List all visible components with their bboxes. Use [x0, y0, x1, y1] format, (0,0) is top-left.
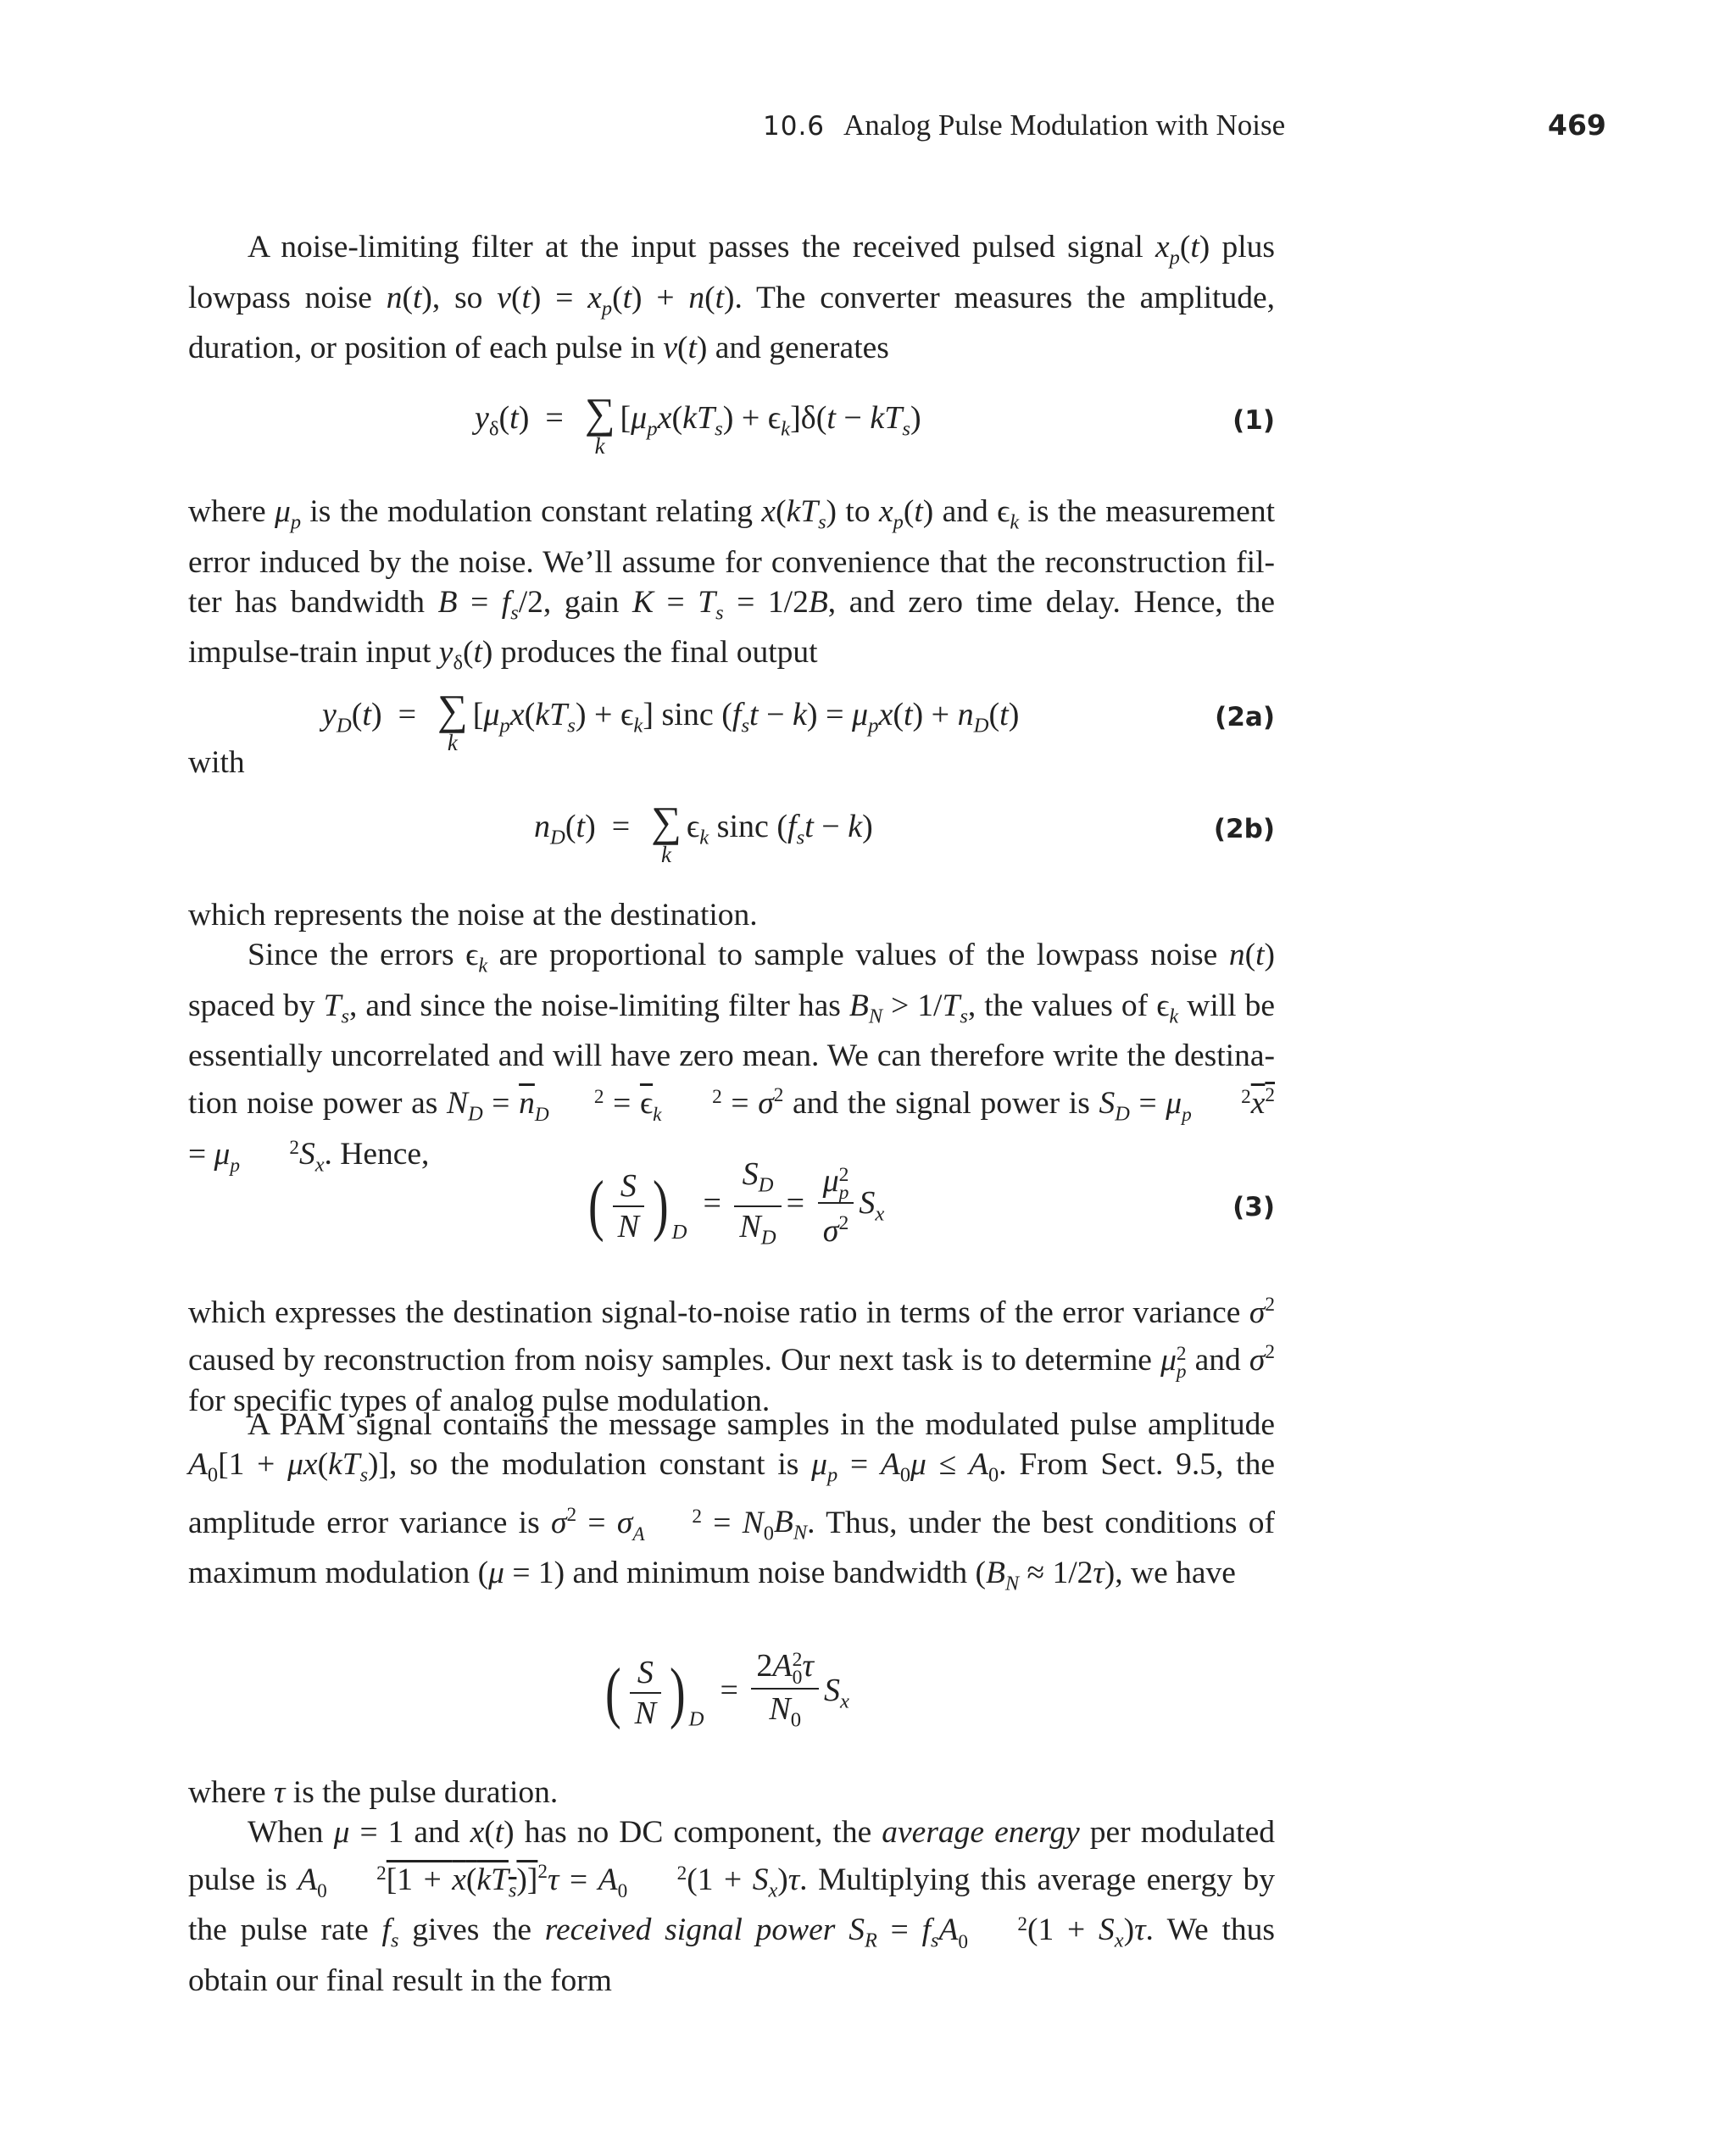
equation-number-2b: (2b)	[1213, 814, 1275, 844]
paragraph-modulation-constant: where $\mu_p$ is the modulation constant relating $x(kT_s)$ to $x_p(t)$ and $\epsilon_k$ is the measurement error induced by the noise. We’ll assume for convenience that the reconstruction fil-ter has bandwidth $B = f_s/2$, gain $K = T_s = 1/2B$, and zero time delay. Hence, the impulse-train input $y_\delta(t)$ produces the final output	[188, 494, 1275, 675]
equation-number-1: (1)	[1232, 405, 1275, 436]
equation-3: ( $\frac{S}{N}$ ) $_D$ = $\frac{S_D}{N_D}$ = μ2 p $\sigma^2$ $S_x$	[587, 1156, 885, 1250]
paragraph-average-energy: When μ = 1 and x(t) has no DC component, the average energy per modulated pulse is A 2 0 $[1 + x(kT_s)]^2\tau = A$ 2 0 $(1 + S_x)\tau$. Multiplying this average energy by the pulse rate $f_s$ gives the received signal power $S_R = f_sA$ 2 0 $(1 + S_x)\tau$. We thus obtain our final result in the form	[188, 1815, 1276, 1998]
paragraph-destination-noise: which represents the noise at the destination.	[188, 898, 758, 933]
paragraph-pam-signal: A PAM signal contains the message samples in the modulated pulse amplitude $A_0[1 + \mu x(kT_s)]$, so the modulation constant is $\mu_p = A_0\mu \le A_0$. From Sect. 9.5, the amplitude error variance is $\sigma^2 = \sigma$ 2 $A = N_0B_N$. Thus, under the best conditions of maximum modulation (μ = 1) and minimum noise bandwidth $(B_N \approx 1/2\tau)$, we have	[188, 1407, 1275, 1595]
paragraph-with: with	[188, 745, 245, 780]
paragraph-snr-expression: which expresses the destination signal-to-noise ratio in terms of the error variance $\sigma^2$ caused by reconstruction from noisy samples. Our next task is to determine μ2 p and $\sigma^2$ for specific types of analog pulse modulation.	[188, 1294, 1275, 1419]
equation-number-2a: (2a)	[1215, 702, 1275, 732]
section-title: Analog Pulse Modulation with Noise	[843, 109, 1286, 142]
paragraph-intro: A noise-limiting filter at the input passes the received pulsed signal $x_p(t)$ plus lowpass noise n(t), so $v(t) = x_p(t) + n(t)$. The converter measures the amplitude, duration, or position of each pulse in v(t) and generates	[188, 230, 1276, 366]
paragraph-pulse-duration: where τ is the pulse duration.	[188, 1775, 559, 1810]
equation-number-3: (3)	[1232, 1192, 1275, 1222]
equation-2a: $y_D(t)$ = ∑ k $[\mu_px(kT_s) + \epsilon_k]$ sinc $(f_st - k) = \mu_px(t) + n_D(t)$	[322, 686, 1020, 755]
section-number: 10.6	[763, 111, 826, 142]
page-number: 469	[1548, 109, 1606, 142]
paragraph-errors: Since the errors $\epsilon_k$ are proportional to sample values of the lowpass noise n(t) spaced by $T_s$, and since the noise-limiting filter has $B_N > 1/T_s$, the values of $\epsilon_k$ will be essentially uncorrelated and will have zero mean. We can therefore write the destina-tion noise power as $N_D = \overline{n}$ 2 $D = \overline{\epsilon}$ 2 $k = \sigma^2$ and the signal power is $S_D = \mu$ 2 p $x^2 = \mu$ 2 p $S_x$. Hence,	[188, 938, 1276, 1177]
equation-pam-snr: ( $\frac{S}{N}$ ) $_D$ = 2A2 0τ $N_0$ $S_x$	[604, 1648, 849, 1732]
equation-1: $y_\delta(t)$ = ∑ k $[\mu_px(kT_s) + \epsilon_k]\delta(t - kT_s)$	[475, 389, 921, 459]
running-header	[763, 109, 1285, 142]
equation-2b: $n_D(t)$ = ∑ k $\epsilon_k$ sinc $(f_st - k)$	[534, 798, 873, 867]
